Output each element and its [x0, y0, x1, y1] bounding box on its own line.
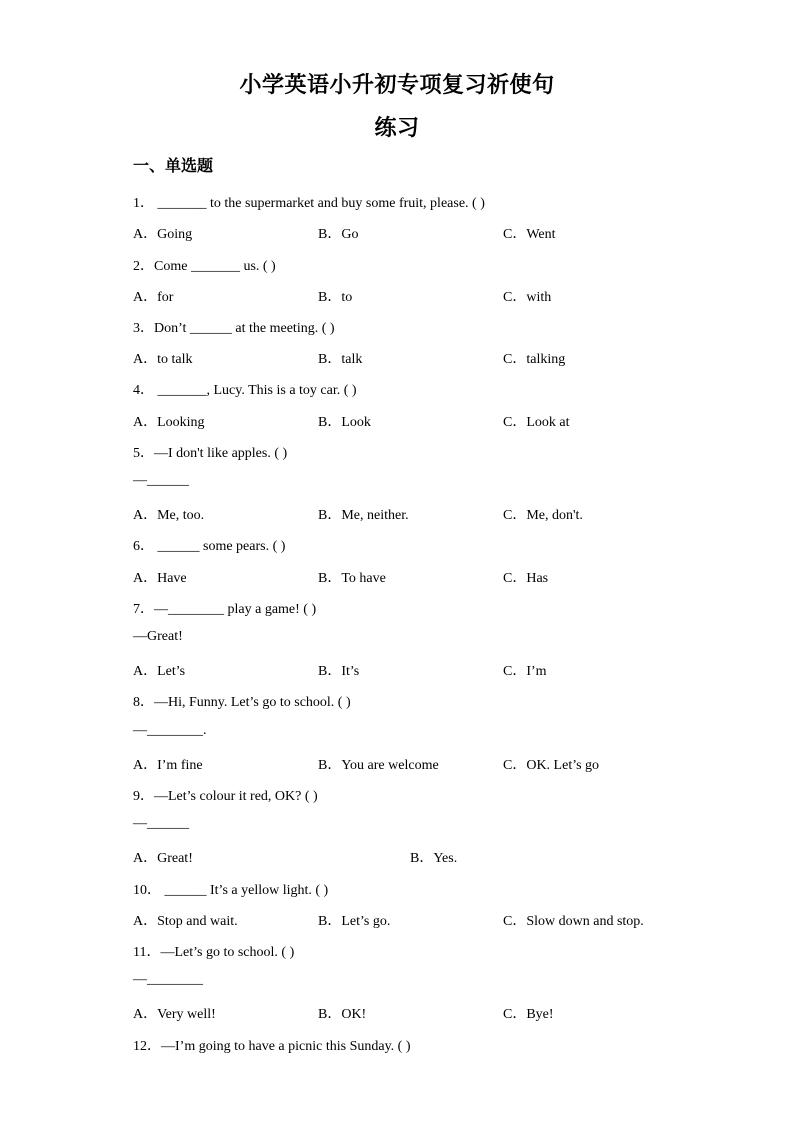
q5-option-a: A．Me, too. — [133, 508, 205, 523]
q11-reply: —________ — [133, 972, 203, 987]
q6-option-a: A．Have — [133, 571, 187, 586]
question-3: 3．Don’t ______ at the meeting. ( ) — [133, 321, 335, 336]
q7-option-b: B．It’s — [318, 664, 360, 679]
q3-option-c: C．talking — [503, 352, 566, 367]
q9-reply: —______ — [133, 816, 189, 831]
question-4: 4． _______, Lucy. This is a toy car. ( ) — [133, 383, 357, 398]
q5-option-b: B．Me, neither. — [318, 508, 409, 523]
q2-option-c: C．with — [503, 290, 552, 305]
q6-option-c: C．Has — [503, 571, 549, 586]
q8-option-c: C．OK. Let’s go — [503, 758, 600, 773]
question-2: 2．Come _______ us. ( ) — [133, 259, 276, 274]
q2-option-b: B．to — [318, 290, 353, 305]
question-6: 6． ______ some pears. ( ) — [133, 539, 286, 554]
q10-option-b: B．Let’s go. — [318, 914, 391, 929]
q7-option-a: A．Let’s — [133, 664, 186, 679]
q7-reply: —Great! — [133, 629, 183, 644]
document-title: 小学英语小升初专项复习祈使句 — [239, 73, 555, 98]
q6-option-b: B．To have — [318, 571, 386, 586]
q11-option-a: A．Very well! — [133, 1007, 216, 1022]
q5-option-c: C．Me, don't. — [503, 508, 583, 523]
q1-option-a: A．Going — [133, 227, 193, 242]
q3-option-b: B．talk — [318, 352, 363, 367]
q2-option-a: A．for — [133, 290, 174, 305]
q11-option-b: B．OK! — [318, 1007, 367, 1022]
section-heading: 一、单选题 — [133, 156, 214, 175]
q9-option-a: A．Great! — [133, 851, 193, 866]
question-5: 5．—I don't like apples. ( ) — [133, 446, 288, 461]
q10-option-a: A．Stop and wait. — [133, 914, 238, 929]
q10-option-c: C．Slow down and stop. — [503, 914, 644, 929]
q4-option-b: B．Look — [318, 415, 371, 430]
q8-reply: —________. — [133, 723, 207, 738]
question-9: 9．—Let’s colour it red, OK? ( ) — [133, 789, 318, 804]
q5-reply: —______ — [133, 473, 189, 488]
q8-option-a: A．I’m fine — [133, 758, 203, 773]
q4-option-c: C．Look at — [503, 415, 570, 430]
q1-option-c: C．Went — [503, 227, 556, 242]
question-12: 12．—I’m going to have a picnic this Sunday. ( ) — [133, 1039, 411, 1054]
question-11: 11．—Let’s go to school. ( ) — [133, 945, 295, 960]
question-1: 1． _______ to the supermarket and buy some fruit, please. ( ) — [133, 196, 485, 211]
q9-option-b: B．Yes. — [410, 851, 458, 866]
question-7: 7．—________ play a game! ( ) — [133, 602, 317, 617]
document-subtitle: 练习 — [374, 116, 420, 141]
q1-option-b: B．Go — [318, 227, 359, 242]
q3-option-a: A．to talk — [133, 352, 193, 367]
q7-option-c: C．I’m — [503, 664, 547, 679]
q8-option-b: B．You are welcome — [318, 758, 439, 773]
question-10: 10． ______ It’s a yellow light. ( ) — [133, 883, 329, 898]
q4-option-a: A．Looking — [133, 415, 205, 430]
q11-option-c: C．Bye! — [503, 1007, 554, 1022]
question-8: 8．—Hi, Funny. Let’s go to school. ( ) — [133, 695, 351, 710]
